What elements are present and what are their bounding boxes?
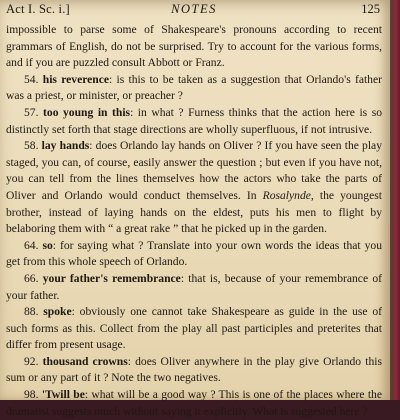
- note-text: : does Orlando lay hands on Oliver ? If you have seen the play staged, you can, of course, easily answer the question ; but even if you have not, you can tell from the lines themselves how the actors who take the parts of Oliver and Orlando would conduct themselves. In: [6, 139, 382, 202]
- note-66: [6, 271, 382, 304]
- note-number: 92.: [24, 354, 39, 368]
- running-head: [6, 0, 382, 22]
- running-title: NOTES: [171, 2, 217, 16]
- note-number: 64.: [24, 238, 39, 252]
- note-number: 58.: [24, 139, 39, 153]
- note-lemma: too young in this: [43, 105, 131, 119]
- note-lemma: 'Twill be: [41, 388, 85, 402]
- note-92: [6, 354, 382, 387]
- note-98: [6, 387, 382, 420]
- text-column: [6, 0, 382, 420]
- notes-body: [6, 22, 382, 420]
- note-88: [6, 304, 382, 354]
- note-64: [6, 238, 382, 271]
- note-lemma: your father's remembrance: [42, 271, 181, 285]
- note-text: : does Oliver anywhere in the play give Orlando this sum or any part of it ? Note the two negatives.: [6, 354, 382, 385]
- intro-paragraph: impossible to parse some of Shakespeare's pronouns according to recent grammars of English, do not be surprised. Try to account for the various forms, and if you are puzzled consult Abbott or Franz.: [6, 23, 382, 70]
- note-number: 57.: [24, 105, 39, 119]
- note-57: [6, 105, 382, 138]
- rosalynde-title: Rosalynde: [262, 188, 311, 202]
- note-number: 54.: [24, 72, 39, 86]
- note-lemma: lay hands: [41, 139, 90, 153]
- act-scene-reference: Act I. Sc. i.]: [6, 2, 70, 16]
- note-lemma: thousand crowns: [42, 354, 128, 368]
- note-text: , the youngest brother, instead of laying hands on the eldest, puts his men to flight by belaboring them with “ a great rake ” that he picked up in the garden.: [6, 188, 382, 236]
- note-text: : what will be a good way ? This is one of the places where the dramatist suggests much without saying it explicitly. What is suggested here ?: [6, 388, 382, 418]
- note-54: [6, 72, 382, 105]
- note-text: : in what ? Furness thinks that the action here is so distinctly set forth that stage directions are wholly superfluous, if not intrusive.: [6, 105, 383, 136]
- note-number: 66.: [24, 271, 39, 285]
- note-lemma: so: [42, 238, 53, 252]
- note-number: 88.: [24, 305, 39, 319]
- note-text: : is this to be taken as a suggestion that Orlando's father was a priest, or minister, or preacher ?: [6, 72, 382, 103]
- note-text: : obviously one cannot take Shakespeare as guide in the use of such forms as this. Collect from the play all past participles and preterites that differ from present usage.: [6, 305, 382, 352]
- note-58: [6, 138, 382, 238]
- note-text: : that is, because of your remembrance of your father.: [6, 271, 382, 302]
- page-number: 125: [361, 2, 380, 16]
- note-text: : for saying what ? Translate into your own words the ideas that you get from this whole speech of Orlando.: [6, 238, 382, 269]
- note-lemma: spoke: [43, 305, 72, 319]
- note-number: 98.: [24, 388, 39, 402]
- note-lemma: his reverence: [42, 72, 110, 86]
